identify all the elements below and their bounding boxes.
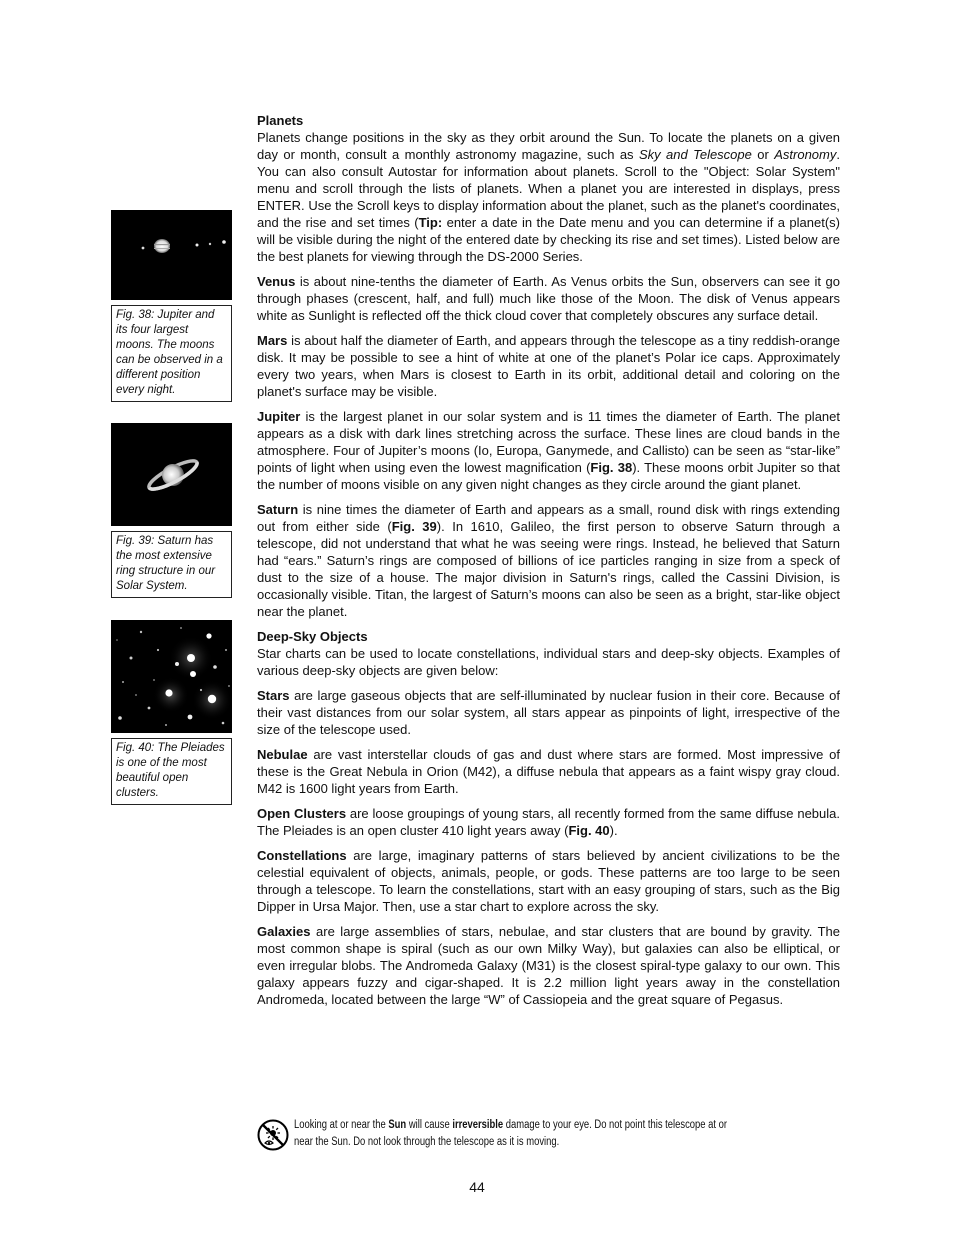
planets-intro-text: enter a date in the Date menu and you can determine if a planet(s) will be visible during the night of the entered date by checking its rise and set times). Listed below are the best planets for viewing through the DS-2000 Series.: [257, 215, 840, 264]
deepsky-intro: Star charts can be used to locate constellations, individual stars and deep-sky objects. Examples of various deep-sky objects are given below:: [257, 646, 840, 678]
no-sun-eye-warning-icon: [257, 1119, 289, 1151]
venus-text: is about nine-tenths the diameter of Earth. As Venus orbits the Sun, observers can see it go through phases (crescent, half, and full) much like those of the Moon. The disk of Venus appears white as Sunlight is reflected off the thick cloud cover that completely obscures any surface detail.: [257, 274, 840, 323]
page-number: 44: [469, 1179, 485, 1195]
saturn-text: is nine times the diameter of Earth and appears as a small, round disk with rings extending out from either side (: [257, 502, 840, 534]
constellations-paragraph: [257, 847, 840, 915]
fig-38-caption: Fig. 38: Jupiter and its four largest moons. The moons can be observed in a different position every night.: [111, 305, 232, 402]
jupiter-and-moons-image: [111, 210, 232, 300]
warning-text-part: will cause: [406, 1119, 453, 1131]
saturn-photo: [111, 423, 232, 526]
warning-sun-word: Sun: [388, 1119, 407, 1131]
mars-paragraph: [257, 332, 840, 400]
jupiter-photo: [111, 210, 232, 300]
galaxies-term: Galaxies: [257, 924, 311, 939]
saturn-paragraph: [257, 501, 840, 620]
jupiter-text: ). These moons orbit Jupiter so that the number of moons visible on any given night changes as they circle around the giant planet.: [257, 460, 840, 492]
fig-40-reference: Fig. 40: [568, 823, 610, 838]
fig-38-reference: Fig. 38: [590, 460, 633, 475]
planets-intro-text: or: [751, 147, 775, 162]
pleiades-image: [111, 620, 232, 733]
stars-text: are large gaseous objects that are self-illuminated by nuclear fusion in their core. Because of their vast distances from our solar system, all stars appear as pinpoints of light, irrespective of the size of the telescope used.: [257, 688, 840, 737]
open-clusters-text: ).: [609, 823, 618, 838]
fig-39-reference: Fig. 39: [391, 519, 437, 534]
warning-text: [294, 1117, 747, 1151]
fig-39-caption: Fig. 39: Saturn has the most extensive ring structure in our Solar System.: [111, 531, 232, 598]
jupiter-text: is the largest planet in our solar system and is 11 times the diameter of Earth. The planet appears as a disk with dark lines stretching across the surface. These lines are cloud bands in the atmosphere. Four of Jupiter’s moons (Io, Europa, Ganymede, and Callisto) can be seen as “star-like” points of light when using even the lowest magnification (: [257, 409, 840, 475]
warning-text-part: Looking at or near the: [294, 1119, 389, 1131]
planets-intro-text: . You can also consult Autostar for information about planets. Scroll to the "Object: Solar System" menu and scroll through the lists of planets. When a planet you are interested in displays, press ENTER. Use the Scroll keys to display information about the planet, such as the planet's coordinates, and the rise and set times (: [257, 147, 840, 230]
mars-term: Mars: [257, 333, 288, 348]
stars-term: Stars: [257, 688, 290, 703]
nebulae-term: Nebulae: [257, 747, 308, 762]
saturn-image: [111, 423, 232, 526]
planets-heading: Planets: [257, 113, 304, 128]
pleiades-photo: [111, 620, 232, 733]
galaxies-paragraph: [257, 923, 840, 1008]
figure-38: [111, 210, 232, 402]
fig-40-caption: Fig. 40: The Pleiades is one of the most beautiful open clusters.: [111, 738, 232, 805]
planets-intro: [257, 129, 840, 265]
open-clusters-term: Open Clusters: [257, 806, 347, 821]
constellations-text: are large, imaginary patterns of stars believed by ancient civilizations to be the celestial equivalent of objects, animals, people, or gods. These patterns are too large to be seen through a telescope. To learn the constellations, start with an easy grouping of stars, such as the Big Dipper in Ursa Major. Then, use a star chart to explore across the sky.: [257, 848, 840, 914]
open-clusters-paragraph: [257, 805, 840, 839]
deepsky-heading: Deep-Sky Objects: [257, 629, 368, 644]
mars-text: is about half the diameter of Earth, and appears through the telescope as a tiny reddish-orange disk. It may be possible to see a hint of white at one of the planet’s Polar ice caps. Approximately every two years, when Mars is closest to Earth in its orbit, additional detail and coloring on the planet's surface may be visible.: [257, 333, 840, 399]
sun-warning: [257, 1117, 847, 1151]
nebulae-paragraph: [257, 746, 840, 797]
venus-term: Venus: [257, 274, 296, 289]
nebulae-text: are vast interstellar clouds of gas and dust where stars are formed. Most impressive of these is the Great Nebula in Orion (M42), a diffuse nebula that appears as a faint wispy gray cloud. M42 is 1600 light years from Earth.: [257, 747, 840, 796]
saturn-text: ). In 1610, Galileo, the first person to observe Saturn through a telescope, did not understand that what he was seeing were rings. Instead, he believed that Saturn had “ears.” Saturn’s rings are composed of billions of ice particles ranging in size from a speck of dust to the size of a house. The major division in Saturn's rings, called the Cassini Division, is occasionally visible. Titan, the largest of Saturn’s moons can also be seen as a bright, star-like object near the planet.: [257, 519, 840, 619]
venus-paragraph: [257, 273, 840, 324]
figure-39: [111, 423, 232, 598]
main-text-column: [257, 112, 840, 1016]
open-clusters-text: are loose groupings of young stars, all recently formed from the same diffuse nebula. The Pleiades is an open cluster 410 light years away (: [257, 806, 840, 838]
planets-intro-text: Planets change positions in the sky as they orbit around the Sun. To locate the planets on a given day or month, consult a monthly astronomy magazine, such as: [257, 130, 840, 162]
figure-40: [111, 620, 232, 805]
magazine-name: Astronomy: [774, 147, 837, 162]
warning-text-part: damage to your eye. Do not point this telescope at or near the Sun. Do not look through the telescope as it is moving.: [294, 1119, 728, 1148]
stars-paragraph: [257, 687, 840, 738]
saturn-term: Saturn: [257, 502, 299, 517]
warning-irreversible-word: irreversible: [452, 1119, 504, 1131]
tip-label: Tip:: [418, 215, 443, 230]
magazine-name: Sky and Telescope: [638, 147, 752, 162]
jupiter-paragraph: [257, 408, 840, 493]
jupiter-term: Jupiter: [257, 409, 301, 424]
constellations-term: Constellations: [257, 848, 347, 863]
galaxies-text: are large assemblies of stars, nebulae, and star clusters that are bound by gravity. The most common shape is spiral (such as our own Milky Way), but galaxies can also be elliptical, or even irregular blobs. The Andromeda Galaxy (M31) is the closest spiral-type galaxy to our own. This galaxy appears fuzzy and cigar-shaped. It is 2.2 million light years away in the constellation Andromeda, located between the large “W” of Cassiopeia and the great square of Pegasus.: [257, 924, 840, 1007]
